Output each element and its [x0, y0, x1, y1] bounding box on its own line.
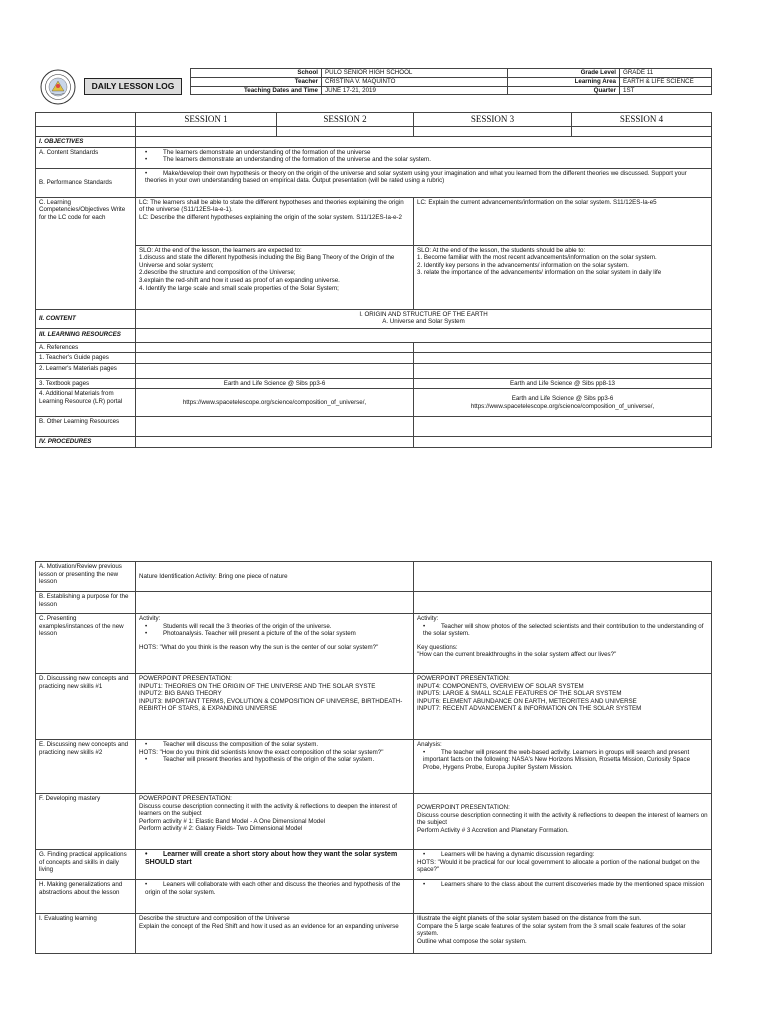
- slo-text: 1.discuss and state the different hypothesis including the Big Bang Theory of the Origin of the Universe and solar system;: [139, 254, 395, 269]
- other-resources-label: B. Other Learning Resources: [36, 417, 136, 437]
- mastery-line: Perform activity # 1: Elastic Band Model - A One Dimensional Model: [139, 817, 326, 825]
- content-line: A. Universe and Solar System: [382, 318, 465, 326]
- mastery-left: [136, 794, 414, 850]
- motivation-label: A. Motivation/Review previous lesson or presenting the new lesson: [36, 562, 136, 592]
- quarter-label: Quarter: [508, 86, 620, 95]
- discussion-item: • Teacher will present theories and hypothesis of the origin of the solar system.: [139, 756, 410, 764]
- generalization-item: • Learners share to the class about the current discoveries made by the mentioned space mission: [417, 881, 708, 889]
- evaluation-line: Describe the structure and composition of the Universe: [139, 915, 290, 922]
- mastery-line: Perform Activity # 3 Accretion and Planetary Formation.: [417, 826, 569, 834]
- performance-standards-label: B. Performance Standards: [36, 168, 136, 197]
- key-question-text: "How can the current breakthroughs in the solar system affect our lives?": [417, 651, 617, 659]
- input-line: POWERPOINT PRESENTATION:: [417, 675, 510, 682]
- purpose-label: B. Establishing a purpose for the lesson: [36, 592, 136, 614]
- slo-right-cell: [414, 245, 712, 309]
- objectives-heading: I. OBJECTIVES: [36, 137, 136, 148]
- practical-right: [414, 850, 712, 880]
- teachers-guide-label: 1. Teacher's Guide pages: [36, 353, 136, 364]
- lc-text: LC: The learners shall be able to state the different hypotheses and theories explaining the origin of the universe (S11/12ES-Ia-e-1).: [139, 198, 404, 214]
- generalizations-label: H. Making generalizations and abstractions about the lesson: [36, 880, 136, 914]
- references-label: A. References: [36, 342, 136, 353]
- presenting-left-cell: [136, 614, 414, 674]
- slo-text: 1. Become familiar with the most recent advancements/information on the solar system.: [417, 254, 657, 262]
- evaluation-line: Outline what compose the solar system.: [417, 937, 527, 945]
- activity-title: Activity:: [417, 615, 439, 622]
- learning-competencies-label: C. Learning Competencies/Objectives Write for the LC code for each: [36, 197, 136, 309]
- textbook-pages-label: 3. Textbook pages: [36, 378, 136, 389]
- mastery-line: POWERPOINT PRESENTATION:: [139, 795, 232, 802]
- slo-left-cell: [136, 245, 414, 309]
- additional-right-line: https://www.spacetelescope.org/science/composition_of_universe/,: [470, 402, 655, 410]
- discussing-2-left: [136, 740, 414, 794]
- session-4-header: SESSION 4: [572, 113, 712, 127]
- school-label: School: [191, 69, 322, 78]
- content-standard-item: • The learners demonstrate an understanding of the formation of the universe and the solar system.: [139, 156, 708, 164]
- input-line: INPUT1: THEORIES ON THE ORIGIN OF THE UNIVERSE AND THE SOLAR SYSTE: [139, 682, 376, 690]
- additional-materials-label: 4. Additional Materials from Learning Resource (LR) portal: [36, 389, 136, 417]
- activity-item: • Photoanalysis. Teacher will present a picture of the of the solar system: [139, 630, 410, 638]
- lc-left-cell: [136, 197, 414, 245]
- input-line: INPUT6: ELEMENT ABUNDANCE ON EARTH, METEORITES AND UNIVERSE: [417, 697, 637, 705]
- slo-text: 2. Identify key persons in the advancements/ information on the solar system.: [417, 261, 629, 269]
- input-line: INPUT2: BIG BANG THEORY: [139, 690, 222, 698]
- practical-left: [136, 850, 414, 880]
- analysis-label: Analysis:: [417, 741, 442, 748]
- practical-item: • Learner will create a short story about how they want the solar system SHOULD start: [139, 851, 410, 866]
- header-info-table: [190, 68, 712, 95]
- content-standards-label: A. Content Standards: [36, 147, 136, 168]
- slo-text: 4. Identify the large scale and small scale properties of the Solar System;: [139, 284, 339, 292]
- evaluating-learning-label: I. Evaluating learning: [36, 914, 136, 954]
- slo-text: 3. relate the importance of the advancements/ information on the solar system in daily life: [417, 269, 662, 277]
- teacher-value: CRISTINA V. MAQUINTO: [322, 77, 508, 86]
- objectives-table: [35, 112, 712, 448]
- presenting-right-cell: [414, 614, 712, 674]
- textbook-right: Earth and Life Science @ Sibs pp8-13: [414, 378, 712, 389]
- additional-left: https://www.spacetelescope.org/science/composition_of_universe/,: [136, 389, 414, 417]
- learning-resources-heading: III. LEARNING RESOURCES: [36, 328, 136, 342]
- slo-text: 3.explain the red-shift and how it used as proof of an expanding universe.: [139, 276, 340, 284]
- additional-right-line: Earth and Life Science @ Sibs pp3-6: [511, 395, 614, 403]
- additional-right-cell: [414, 389, 712, 417]
- input-line: INPUT3: IMPORTANT TERMS, EVOLUTION & COMPOSITION OF UNIVERSE, BIRTHDEATH-REBIRTH OF STARS, & EXPANDING UNIVERSE: [139, 697, 403, 713]
- generalization-item: • Leaners will collaborate with each other and discuss the theories and hypothesis of the origin of the solar system.: [139, 881, 410, 896]
- hots-text: HOTS: "Would it be practical for our local government to allocate a portion of the national budget on the space?": [417, 858, 700, 874]
- activity-item: • Students will recall the 3 theories of the origin of the universe.: [139, 623, 410, 631]
- evaluating-right: [414, 914, 712, 954]
- discussing-2-right: [414, 740, 712, 794]
- school-value: PULO SENIOR HIGH SCHOOL: [322, 69, 508, 78]
- input-line: INPUT5: LARGE & SMALL SCALE FEATURES OF THE SOLAR SYSTEM: [417, 690, 622, 698]
- lc-text: LC: Describe the different hypotheses explaining the origin of the solar system. S11/12ES-Ia-e-2: [139, 213, 402, 221]
- input-line: INPUT7: RECENT ADVANCEMENT & INFORMATION ON THE SOLAR SYSTEM: [417, 705, 642, 713]
- activity-item: • Teacher will show photos of the selected scientists and their contribution to the understanding of the solar system.: [417, 623, 708, 638]
- daily-lesson-log-title: DAILY LESSON LOG: [84, 78, 182, 95]
- discussing-1-label: D. Discussing new concepts and practicing new skills #1: [36, 674, 136, 740]
- content-cell: [136, 309, 712, 328]
- evaluating-left: [136, 914, 414, 954]
- content-line: I. ORIGIN AND STRUCTURE OF THE EARTH: [359, 310, 488, 318]
- evaluation-line: Explain the concept of the Red Shift and how it used as an evidence for an expanding universe: [139, 922, 399, 930]
- teaching-dates-label: Teaching Dates and Time: [191, 86, 322, 95]
- lc-right-cell: LC: Explain the current advancements/information on the solar system. S11/12ES-Ia-e5: [414, 197, 712, 245]
- mastery-line: Discuss course description connecting it with the activity & reflections to deepen the interest of learners on the subject: [417, 811, 708, 827]
- practical-item: • Learners will be having a dynamic discussion regarding:: [417, 851, 708, 859]
- generalizations-left: [136, 880, 414, 914]
- developing-mastery-label: F. Developing mastery: [36, 794, 136, 850]
- session-1-header: SESSION 1: [136, 113, 277, 127]
- activity-title: Activity:: [139, 615, 161, 622]
- slo-text: SLO: At the end of the lesson, the learners are expected to:: [139, 246, 302, 254]
- discussing-2-label: E. Discussing new concepts and practicing new skills #2: [36, 740, 136, 794]
- content-heading: II. CONTENT: [36, 309, 136, 328]
- mastery-line: Perform activity # 2: Galaxy Fields- Two Dimensional Model: [139, 825, 303, 833]
- session-3-header: SESSION 3: [414, 113, 572, 127]
- evaluation-line: Illustrate the eight planets of the solar system based on the distance from the sun.: [417, 915, 642, 922]
- generalizations-right: [414, 880, 712, 914]
- grade-level-label: Grade Level: [508, 69, 620, 78]
- session-2-header: SESSION 2: [277, 113, 414, 127]
- discussing-1-right: [414, 674, 712, 740]
- hots-text: HOTS: "How do you think did scientists know the exact composition of the solar system?": [139, 748, 384, 756]
- motivation-left: Nature Identification Activity: Bring one piece of nature: [136, 562, 414, 592]
- learning-area-label: Learning Area: [508, 77, 620, 86]
- quarter-value: 1ST: [620, 86, 712, 95]
- discussing-1-left: [136, 674, 414, 740]
- textbook-left: Earth and Life Science @ Sibs pp3-6: [136, 378, 414, 389]
- learning-area-value: EARTH & LIFE SCIENCE: [620, 77, 712, 86]
- performance-standard-item: • Make/develop their own hypothesis or theory on the origin of the universe and solar system using your imagination and what you learned from the different theories we discussed. Support your theories in your own understanding based on empirical data. Output presentation (will be rated using a rubric): [139, 170, 708, 185]
- mastery-right: [414, 794, 712, 850]
- learners-materials-label: 2. Learner's Materials pages: [36, 363, 136, 378]
- content-standards-cell: [136, 147, 712, 168]
- deped-seal-icon: [40, 69, 76, 105]
- performance-standards-cell: [136, 168, 712, 197]
- procedures-table: [35, 561, 712, 954]
- input-line: POWERPOINT PRESENTATION:: [139, 675, 232, 682]
- discussion-item: • Teacher will discuss the composition of the solar system.: [139, 741, 410, 749]
- mastery-line: Discuss course description connecting it with the activity & reflections to deepen the interest of learners on the subject: [139, 802, 397, 818]
- analysis-item: • The teacher will present the web-based activity. Learners in groups will search and present important facts on the following: NASA's New Horizons Mission, Rosetta Mission, Curiosity Space Probe, Hygens Probe, Europa Jupiter System Mission.: [417, 749, 708, 772]
- practical-applications-label: G. Finding practical applications of concepts and skills in daily living: [36, 850, 136, 880]
- grade-level-value: GRADE 11: [620, 69, 712, 78]
- hots-text: HOTS: "What do you think is the reason why the sun is the center of our solar system?": [139, 643, 379, 651]
- key-questions-label: Key questions:: [417, 643, 458, 651]
- procedures-heading: IV. PROCEDURES: [36, 437, 136, 448]
- evaluation-line: Compare the 5 large scale features of the solar system from the 3 small scale features of the solar system.: [417, 922, 686, 938]
- slo-text: 2.describe the structure and composition of the Universe;: [139, 269, 296, 277]
- input-line: INPUT4: COMPONENTS, OVERVIEW OF SOLAR SYSTEM: [417, 682, 584, 690]
- teaching-dates-value: JUNE 17-21, 2019: [322, 86, 508, 95]
- teacher-label: Teacher: [191, 77, 322, 86]
- content-standard-item: • The learners demonstrate an understanding of the formation of the universe: [139, 149, 708, 157]
- slo-text: SLO: At the end of the lesson, the students should be able to:: [417, 246, 586, 254]
- mastery-line: POWERPOINT PRESENTATION:: [417, 804, 510, 811]
- presenting-examples-label: C. Presenting examples/instances of the new lesson: [36, 614, 136, 674]
